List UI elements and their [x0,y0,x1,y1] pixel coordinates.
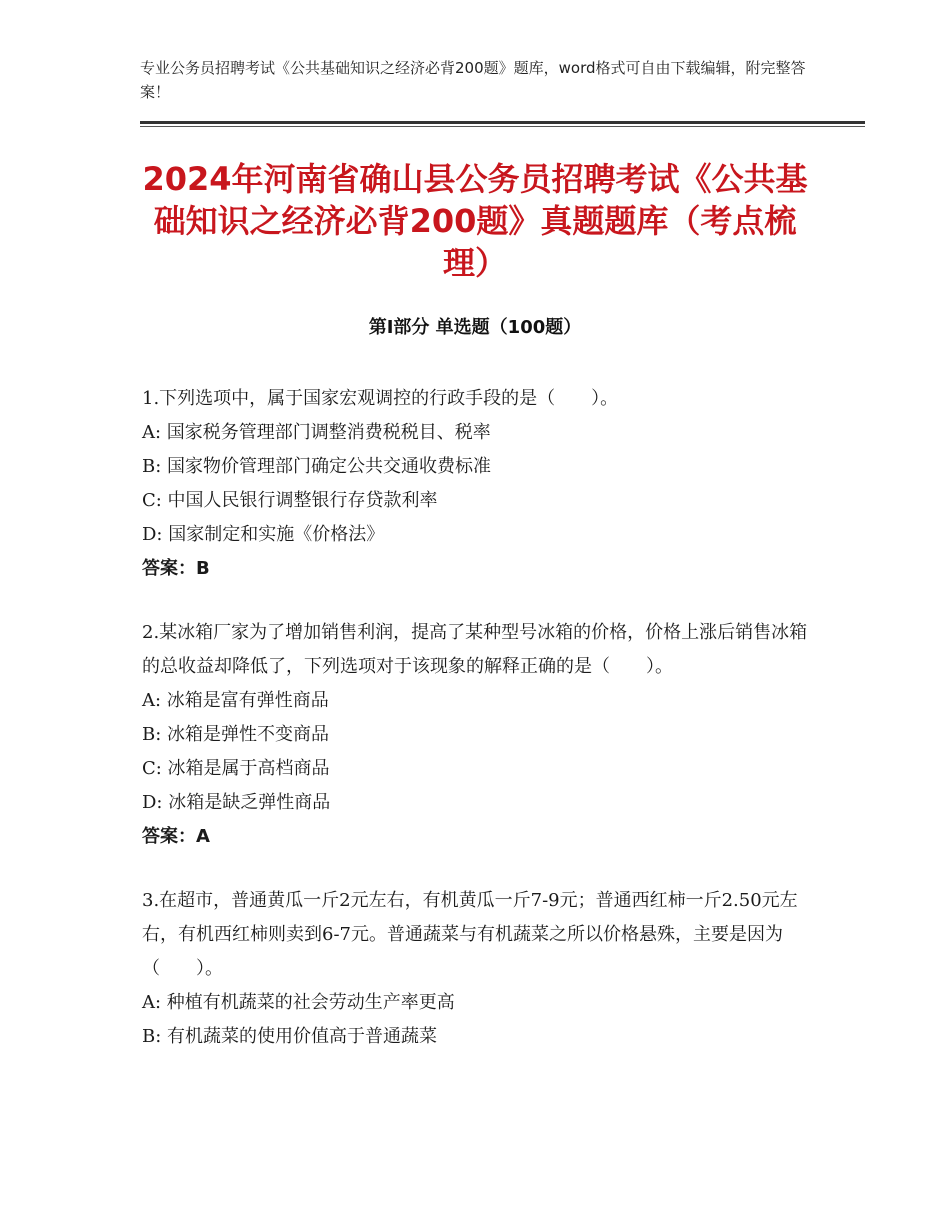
option-d: D: 国家制定和实施《价格法》 [142,524,385,545]
question-2 [142,616,810,854]
question-stem: 2.某冰箱厂家为了增加销售利润，提高了某种型号冰箱的价格，价格上涨后销售冰箱的总收益却降低了，下列选项对于该现象的解释正确的是（ ）。 [142,622,808,677]
header-rule-thin [140,126,865,127]
option-c: C: 中国人民银行调整银行存贷款利率 [142,490,438,511]
question-stem: 3.在超市，普通黄瓜一斤2元左右，有机黄瓜一斤7-9元；普通西红柿一斤2.50元左右，有机西红柿则卖到6-7元。普通蔬菜与有机蔬菜之所以价格悬殊，主要是因为（ ）。 [142,890,798,979]
header-note: 专业公务员招聘考试《公共基础知识之经济必背200题》题库，word格式可自由下载编辑，附完整答案！ [140,59,806,101]
question-1 [142,382,810,586]
option-b: B: 有机蔬菜的使用价值高于普通蔬菜 [142,1026,438,1047]
question-list [142,382,810,1084]
header-rule-thick [140,121,865,124]
option-b: B: 国家物价管理部门确定公共交通收费标准 [142,456,492,477]
answer: 答案：B [142,558,210,579]
option-a: A: 冰箱是富有弹性商品 [142,690,329,711]
question-stem: 1.下列选项中，属于国家宏观调控的行政手段的是（ ）。 [142,388,619,409]
question-3 [142,884,810,1054]
option-a: A: 种植有机蔬菜的社会劳动生产率更高 [142,992,455,1013]
option-a: A: 国家税务管理部门调整消费税税目、税率 [142,422,491,443]
option-c: C: 冰箱是属于高档商品 [142,758,330,779]
option-b: B: 冰箱是弹性不变商品 [142,724,330,745]
answer: 答案：A [142,826,210,847]
document-title: 2024年河南省确山县公务员招聘考试《公共基础知识之经济必背200题》真题题库（考点梳理） [142,160,808,282]
option-d: D: 冰箱是缺乏弹性商品 [142,792,331,813]
section-title: 第Ⅰ部分 单选题（100题） [368,317,582,338]
